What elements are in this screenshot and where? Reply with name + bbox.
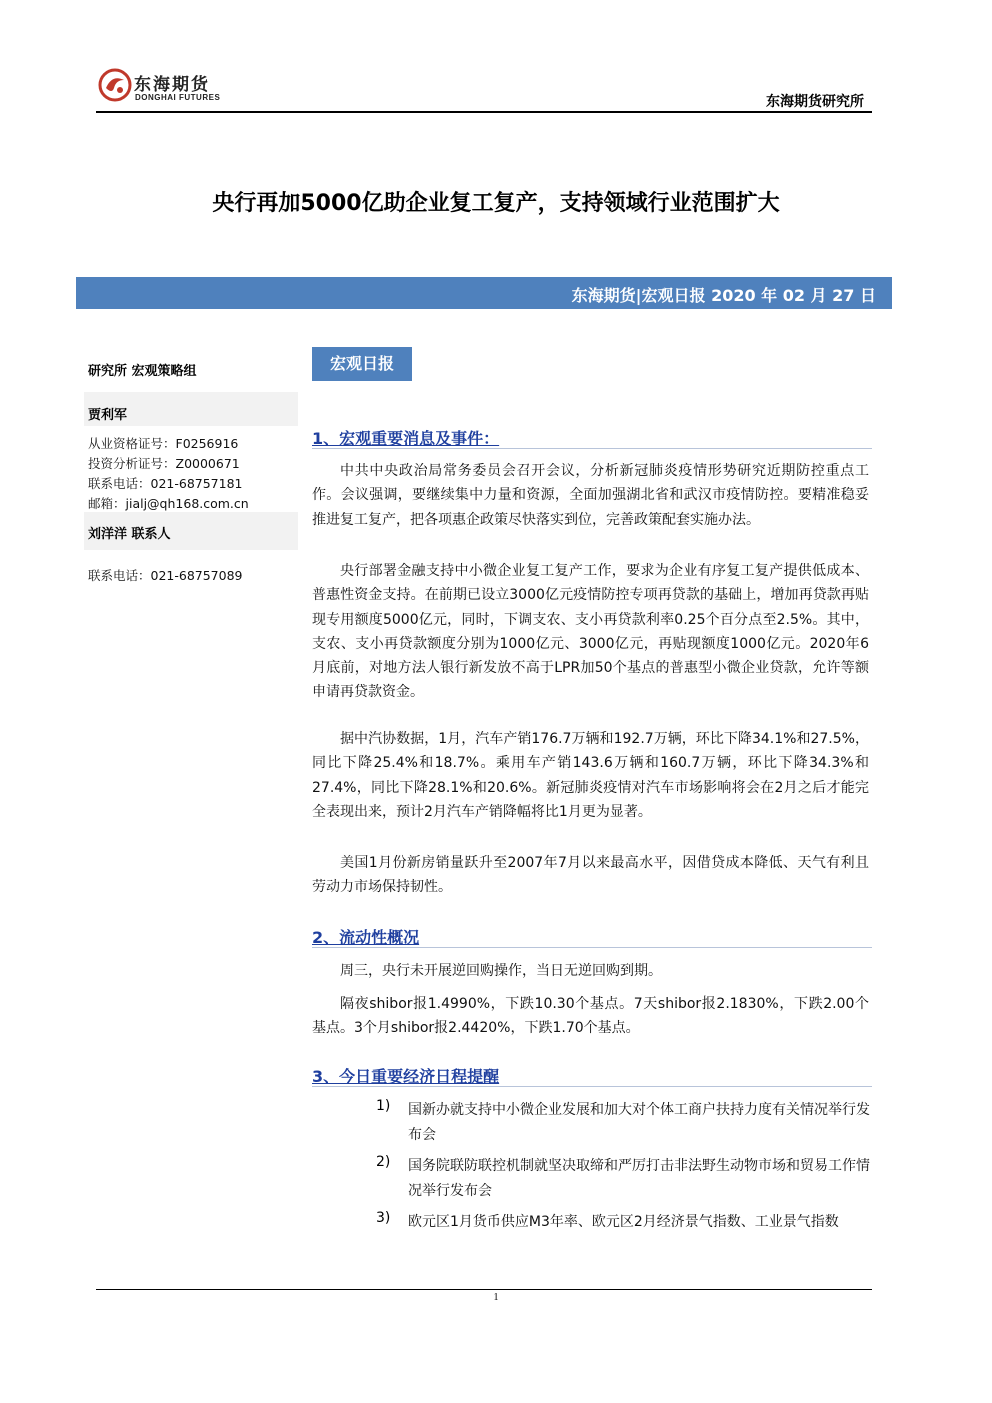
list-item-number: 2) <box>376 1154 391 1170</box>
paragraph: 据中汽协数据，1月，汽车产销176.7万辆和192.7万辆，环比下降34.1%和27.5%，同比下降25.4%和18.7%。乘用车产销143.6万辆和160.7万辆，环比下降34.3%和27.4%，同比下降28.1%和20.6%。新冠肺炎疫情对汽车市场影响将会在2月之后才能完全表现出来，预计2月汽车产销降幅将比1月更为显著。 <box>312 731 869 820</box>
department-label: 研究所 宏观策略组 <box>88 364 197 379</box>
list-item-number: 3) <box>376 1210 391 1226</box>
banner-text: 东海期货|宏观日报 2020 年 02 月 27 日 <box>571 286 876 305</box>
paragraph: 隔夜shibor报1.4990%，下跌10.30个基点。7天shibor报2.1830%，下跌2.00个基点。3个月shibor报2.4420%，下跌1.70个基点。 <box>312 996 869 1037</box>
section-divider <box>312 947 872 948</box>
list-item-number: 1) <box>376 1098 391 1114</box>
analyst1-cert: 从业资格证号：F0256916 <box>88 436 239 451</box>
section-divider <box>312 448 872 449</box>
analyst1-name: 贾利军 <box>88 408 128 423</box>
analyst1-invest-cert: 投资分析证号：Z0000671 <box>88 456 240 471</box>
page-number: 1 <box>493 1292 499 1303</box>
list-item-text: 国新办就支持中小微企业发展和加大对个体工商户扶持力度有关情况举行发布会 <box>408 1102 870 1143</box>
report-type-badge: 宏观日报 <box>312 347 412 381</box>
header-divider <box>96 111 872 113</box>
report-title: 央行再加5000亿助企业复工复产，支持领域行业范围扩大 <box>212 191 780 216</box>
analyst1-phone: 联系电话：021-68757181 <box>88 476 243 491</box>
company-logo <box>98 66 238 106</box>
report-banner <box>76 277 892 309</box>
paragraph: 美国1月份新房销量跃升至2007年7月以来最高水平，因借贷成本降低、天气有利且劳动力市场保持韧性。 <box>312 855 869 896</box>
analyst2-phone: 联系电话：021-68757089 <box>88 568 243 583</box>
logo-emblem-icon <box>98 68 132 102</box>
list-item-text: 欧元区1月货币供应M3年率、欧元区2月经济景气指数、工业景气指数 <box>408 1214 839 1230</box>
footer-divider <box>96 1289 872 1290</box>
section-heading-liquidity: 2、流动性概况 <box>312 928 420 947</box>
section-heading-macro-news: 1、宏观重要消息及事件： <box>312 429 500 448</box>
section-heading-schedule: 3、今日重要经济日程提醒 <box>312 1067 500 1086</box>
logo-cn-text: 东海期货 <box>134 75 210 95</box>
list-item-text: 国务院联防联控机制就坚决取缔和严厉打击非法野生动物市场和贸易工作情况举行发布会 <box>408 1158 870 1199</box>
section-divider <box>312 1086 872 1087</box>
analyst2-name: 刘洋洋 联系人 <box>88 527 171 542</box>
analyst1-email[interactable]: 邮箱：jialj@qh168.com.cn <box>88 496 249 511</box>
paragraph: 央行部署金融支持中小微企业复工复产工作，要求为企业有序复工复产提供低成本、普惠性资金支持。在前期已设立3000亿元疫情防控专项再贷款的基础上，增加再贷款再贴现专用额度5000亿元，同时，下调支农、支小再贷款利率0.25个百分点至2.5%。其中，支农、支小再贷款额度分别为1000亿元、3000亿元，再贴现额度1000亿元。2020年6月底前，对地方法人银行新发放不高于LPR加50个基点的普惠型小微企业贷款，允许等额申请再贷款资金。 <box>312 563 869 701</box>
paragraph: 周三，央行未开展逆回购操作，当日无逆回购到期。 <box>340 963 662 979</box>
institute-name: 东海期货研究所 <box>766 94 864 110</box>
paragraph: 中共中央政治局常务委员会召开会议，分析新冠肺炎疫情形势研究近期防控重点工作。会议强调，要继续集中力量和资源，全面加强湖北省和武汉市疫情防控。要精准稳妥推进复工复产，把各项惠企政策尽快落实到位，完善政策配套实施办法。 <box>312 463 869 528</box>
analyst2-name-block <box>84 512 298 550</box>
analyst1-name-block <box>84 392 298 426</box>
logo-en-text: DONGHAI FUTURES <box>135 93 221 102</box>
